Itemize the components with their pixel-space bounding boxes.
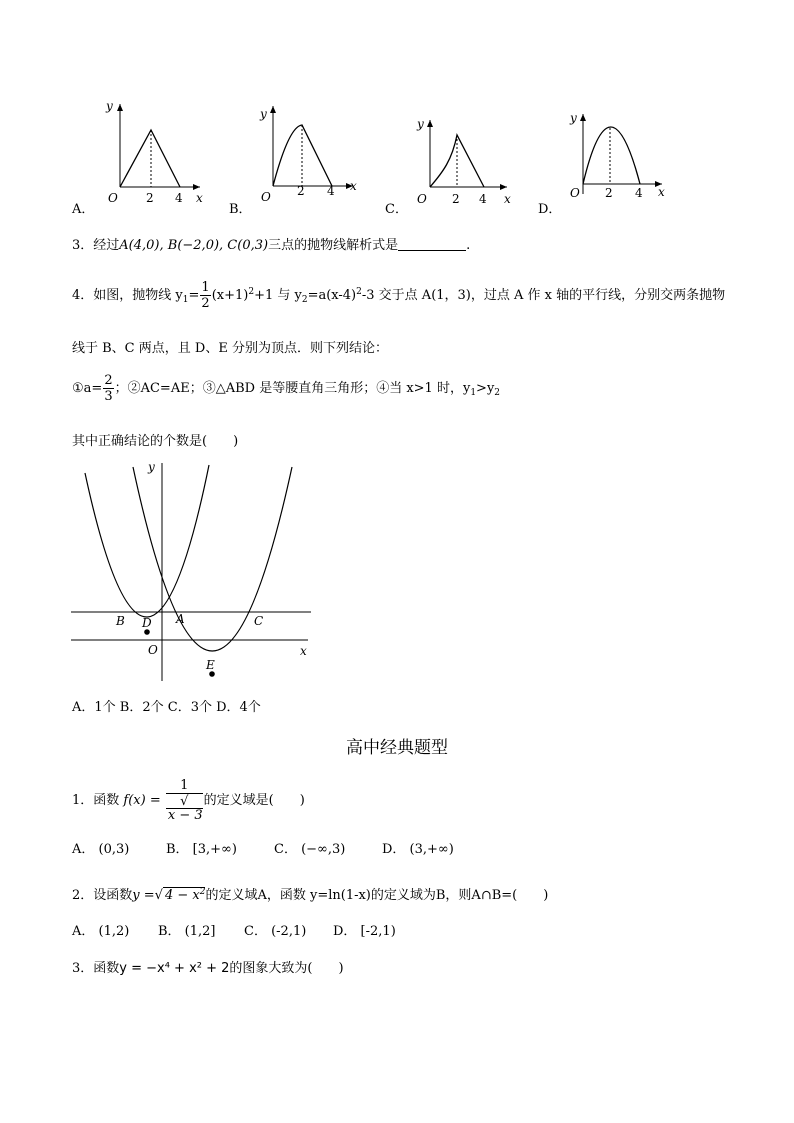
graph-a — [105, 99, 203, 205]
q4-label-b: B — [116, 614, 125, 628]
p2-option-a: A． (1,2) — [72, 924, 130, 939]
p1-option-a: A． (0,3) — [72, 842, 130, 857]
q4-number: 4． — [72, 288, 94, 303]
q4-parabola-y2 — [133, 467, 292, 651]
graph-c-y: y — [417, 117, 424, 131]
q4-label-x: x — [300, 644, 307, 658]
p2-text: 的定义域A，函数 y=ln(1-x)的定义域为B，则A∩B=( ) — [205, 888, 549, 903]
p1-option-b: B． [3,+∞) — [166, 842, 237, 857]
q4-eq-c: +1 与 y — [254, 288, 302, 303]
graph-d-x: x — [658, 185, 665, 199]
option-graphs — [60, 92, 680, 217]
p1-question — [72, 779, 305, 822]
graph-d-y: y — [570, 111, 577, 125]
option-d-label: D． — [538, 202, 562, 217]
p1-function: f(x) = — [123, 793, 161, 808]
q3-points: A(4,0), B(−2,0), C(0,3) — [119, 238, 269, 253]
q4-sub1: 1 — [182, 295, 189, 305]
p2-radicand: $4 - x^2$ — [164, 887, 206, 903]
q4-a-fraction: $\frac{2}{3}$ — [104, 373, 113, 404]
p3-question — [72, 957, 344, 976]
q4-eq-b: (x+1) — [211, 288, 249, 303]
option-c-label: C． — [385, 202, 408, 217]
q4-conclusion-a: ①a= — [72, 381, 103, 396]
graph-d-o: O — [570, 186, 580, 200]
q4-sq1: 2 — [248, 287, 255, 297]
q4-label-d: D — [142, 616, 152, 630]
q4-label-e: E — [206, 658, 215, 672]
graph-c-2: 2 — [452, 192, 460, 206]
p2-prefix: 2．设函数 — [72, 888, 133, 903]
p1-fraction: 1 √ x − 3 — [167, 778, 203, 823]
p1-suffix: 的定义域是( ) — [203, 793, 305, 808]
section-title: 高中经典题型 — [346, 738, 448, 758]
q4-conclusion-sub1: 1 — [470, 388, 477, 398]
q4-line1 — [72, 281, 725, 310]
q4-eq-a: = — [188, 288, 200, 303]
graph-d — [569, 111, 665, 200]
graph-d-2: 2 — [605, 186, 613, 200]
q3-number: 3． — [72, 238, 94, 253]
p3-prefix: 3．函数 — [72, 961, 120, 976]
q4-fraction: $\frac{1}{2}$ — [201, 280, 210, 311]
q3-prefix: 经过 — [93, 238, 120, 253]
graph-d-4: 4 — [635, 186, 643, 200]
option-a-label: A． — [72, 202, 95, 217]
p1-option-d: D． (3,+∞) — [382, 842, 454, 857]
q4-conclusion-sub2: 2 — [494, 388, 501, 398]
graph-a-x: x — [196, 191, 203, 205]
q3-answer-blank — [398, 238, 466, 251]
graph-c-x: x — [504, 192, 511, 206]
p2-function: y = — [132, 888, 155, 903]
q4-label-o: O — [148, 643, 158, 657]
q4-line4: 其中正确结论的个数是( ) — [72, 434, 239, 449]
graph-a-4: 4 — [175, 191, 183, 205]
q4-text-a: 如图，抛物线 y — [93, 288, 183, 303]
p1-option-c: C． (−∞,3) — [274, 842, 346, 857]
graph-b-4: 4 — [327, 184, 335, 198]
graph-b-o: O — [261, 190, 271, 204]
graph-a-2: 2 — [146, 191, 154, 205]
q4-conclusion-c: >y — [476, 381, 495, 396]
graph-b-2: 2 — [297, 184, 305, 198]
graph-b-y: y — [260, 107, 267, 121]
graph-b — [259, 106, 357, 204]
q4-conclusion-b: ；②AC=AE；③△ABD 是等腰直角三角形；④当 x>1 时，y — [114, 381, 471, 396]
question-3 — [72, 234, 470, 253]
graph-c-4: 4 — [479, 192, 487, 206]
q4-vertex-e — [209, 671, 215, 677]
p2-option-c: C． (-2,1) — [244, 924, 307, 939]
p2-question: 2．设函数y =√ $4 - x^2$的定义域A，函数 y=ln(1-x)的定义域为B，则A∩B=( ) — [72, 887, 549, 903]
q4-line3 — [72, 374, 500, 403]
graph-b-x: x — [350, 179, 357, 193]
p2-option-b: B． (1,2] — [158, 924, 216, 939]
q4-vertex-d — [144, 629, 150, 635]
q3-end: . — [466, 238, 471, 253]
q4-eq2-end: -3 交于点 A(1，3)，过点 A 作 x 轴的平行线，分别交两条抛物 — [361, 288, 726, 303]
graph-a-o: O — [108, 191, 118, 205]
q4-sq2: 2 — [356, 287, 362, 297]
graph-a-y: y — [106, 99, 113, 113]
section-title-wrap — [0, 733, 794, 758]
p2-option-d: D． [-2,1) — [333, 924, 396, 939]
p3-suffix: 的图象大致为( ) — [229, 961, 344, 976]
q3-suffix: 三点的抛物线解析式是 — [268, 238, 399, 253]
graph-c-o: O — [417, 192, 427, 206]
q4-label-c: C — [254, 614, 264, 628]
q4-parabola-y1 — [85, 465, 209, 617]
q4-parabola-graph — [68, 455, 318, 685]
option-b-label: B． — [229, 202, 252, 217]
p1-number: 1．函数 — [72, 793, 120, 808]
graph-c — [416, 117, 511, 206]
p3-function: y = −x⁴ + x² + 2 — [119, 961, 230, 976]
q4-line2: 线于 B、C 两点，且 D、E 分别为顶点．则下列结论： — [72, 341, 388, 356]
q4-sub2: 2 — [301, 295, 308, 305]
q4-label-a: A — [176, 612, 185, 626]
q4-eq2: =a(x-4) — [307, 288, 357, 303]
q4-answer-options: A．1个 B．2个 C．3个 D．4个 — [72, 700, 261, 715]
q4-label-y: y — [148, 460, 155, 474]
